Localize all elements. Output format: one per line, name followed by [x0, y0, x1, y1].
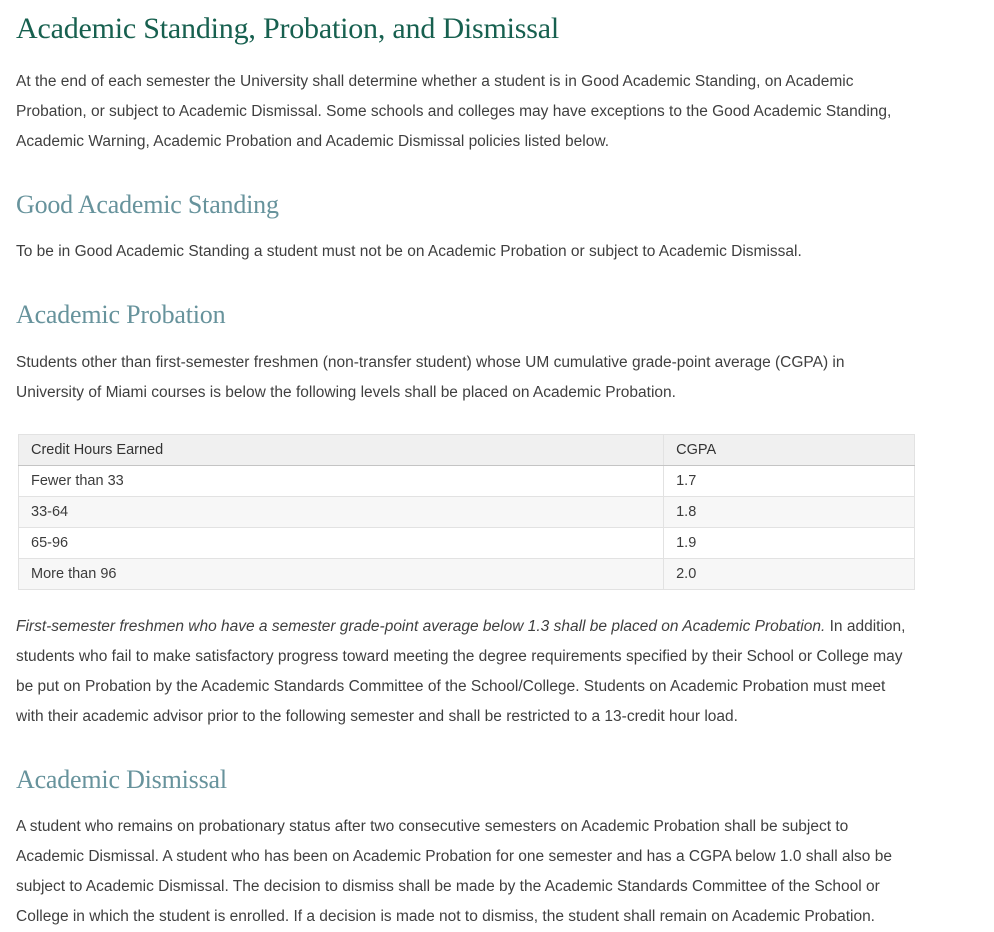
- cell-credit-hours: 65-96: [19, 527, 664, 558]
- column-header-credit-hours: Credit Hours Earned: [19, 434, 664, 465]
- cell-cgpa: 1.9: [664, 527, 915, 558]
- column-header-cgpa: CGPA: [664, 434, 915, 465]
- first-semester-freshmen-italic-note: First-semester freshmen who have a semester grade-point average below 1.3 shall be placed on Academic Probation.: [16, 617, 826, 635]
- table-row: [19, 496, 915, 527]
- probation-detail-paragraph: [16, 612, 914, 732]
- probation-detail-text: In addition, students who fail to make satisfactory progress toward meeting the degree requirements specified by their School or College may be put on Probation by the Academic Standards Committee of the School/College. Students on Academic Probation must meet with their academic advisor prior to the following semester and shall be restricted to a 13-credit hour load.: [16, 617, 906, 725]
- intro-paragraph: At the end of each semester the University shall determine whether a student is in Good Academic Standing, on Academic Probation, or subject to Academic Dismissal. Some schools and colleges may have exceptions to the Good Academic Standing, Academic Warning, Academic Probation and Academic Dismissal policies listed below.: [16, 72, 892, 150]
- table-row: [19, 465, 915, 496]
- cell-credit-hours: 33-64: [19, 496, 664, 527]
- dismissal-paragraph: A student who remains on probationary status after two consecutive semesters on Academic Probation shall be subject to Academic Dismissal. A student who has been on Academic Probation for one semester and has a CGPA below 1.0 shall also be subject to Academic Dismissal. The decision to dismiss shall be made by the Academic Standards Committee of the School or College in which the student is enrolled. If a decision is made not to dismiss, the student shall remain on Academic Probation.: [16, 818, 892, 926]
- cell-credit-hours: Fewer than 33: [19, 465, 664, 496]
- probation-paragraph: Students other than first-semester freshmen (non-transfer student) whose UM cumulative grade-point average (CGPA) in University of Miami courses is below the following levels shall be placed on Academic Probation.: [16, 353, 845, 401]
- good-standing-paragraph: To be in Good Academic Standing a student must not be on Academic Probation or subject to Academic Dismissal.: [16, 243, 802, 261]
- heading-academic-probation: Academic Probation: [16, 300, 226, 330]
- cell-cgpa: 2.0: [664, 558, 915, 589]
- table-header-row: [19, 434, 915, 465]
- heading-good-academic-standing: Good Academic Standing: [16, 189, 279, 219]
- table-row: [19, 527, 915, 558]
- cell-cgpa: 1.8: [664, 496, 915, 527]
- probation-cgpa-table: [18, 434, 915, 590]
- cell-credit-hours: More than 96: [19, 558, 664, 589]
- heading-academic-dismissal: Academic Dismissal: [16, 764, 227, 794]
- cell-cgpa: 1.7: [664, 465, 915, 496]
- table-row: [19, 558, 915, 589]
- page-title: Academic Standing, Probation, and Dismissal: [16, 12, 559, 45]
